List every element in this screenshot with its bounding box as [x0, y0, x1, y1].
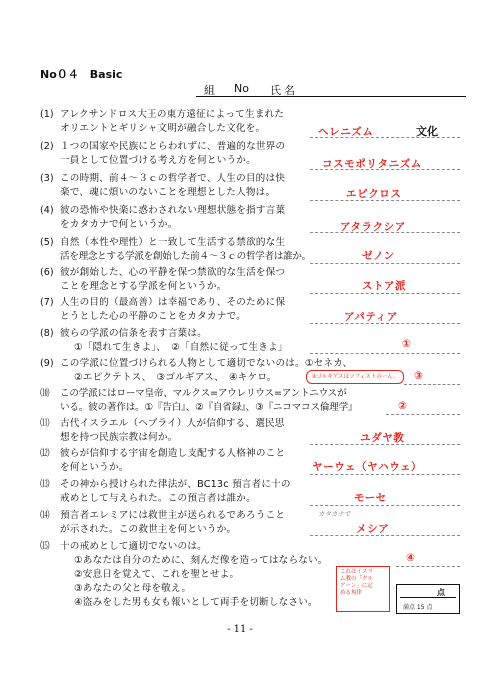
answer-line [310, 200, 460, 201]
answer: ③ [414, 370, 424, 382]
answer-line [386, 414, 460, 415]
annotation-line: アーン」に定 [340, 583, 373, 589]
answer: ゼノン [362, 250, 395, 262]
annotation-line: これはイスラ [340, 569, 373, 575]
answer: アタラクシア [340, 221, 406, 233]
question-text-line: その神から授けられた律法が、BC13c 預言者に十の [60, 479, 291, 490]
question-text-line: ことを理念とする学派を何というか。 [60, 281, 227, 292]
annotation-line: ム教の「クル [340, 576, 373, 582]
question-number: (4) [40, 205, 54, 216]
answer: ユダヤ教 [360, 432, 405, 444]
question-text-line: ②安息日を覚えて、これを聖とせよ。 [74, 569, 240, 580]
question-text-line: 十の戒めとして適切でないのは。 [60, 541, 207, 552]
answer-line [310, 169, 460, 170]
question-number: ⒁ [40, 510, 50, 521]
worksheet-code: No０４ Basic [40, 68, 123, 81]
answer: ストア派 [362, 280, 407, 292]
question-text-line: ②エピクテトス、 ③ゴルギアス、 ④キケロ。 [74, 372, 277, 383]
question-text-line: ①「隠れて生きよ」、 ②「自然に従って生きよ」 [74, 342, 288, 353]
answer-line [310, 137, 460, 138]
answer: ヤーウェ（ヤハウェ） [312, 461, 423, 473]
question-text-line: が示された。この救世主を何というか。 [60, 524, 237, 535]
answer: ② [398, 400, 408, 412]
answer-line [396, 566, 460, 567]
answer: モーセ [354, 492, 387, 504]
question-number: ⒂ [40, 541, 50, 552]
question-number: (6) [40, 267, 54, 278]
handwritten-note: カタカナで [318, 510, 351, 518]
question-text-line: とうとした心の平静のことをカタカナで。 [60, 311, 246, 322]
question-number: ⑿ [40, 448, 50, 459]
question-number: (7) [40, 297, 54, 308]
question-text-line: をカタカナで何というか。 [60, 219, 178, 230]
question-text-line: ④盗みをした男も女も報いとして両手を切断しなさい。 [74, 597, 318, 608]
question-text-line: 彼の恐怖や快楽に惑わされない理想状態を指す言葉 [60, 205, 286, 216]
question-text-line: 彼らが信仰する宇宙を創造し支配する人格神のこと [60, 448, 286, 459]
answer-line [310, 353, 460, 354]
answer: エピクロス [346, 188, 402, 200]
answer-line [310, 444, 460, 445]
answer-line [310, 232, 460, 233]
question-text-line: 活を理念とする学派を創始した前４～３ｃの哲学者は誰か。 [60, 251, 311, 262]
answer: メシア [356, 523, 390, 535]
annotation-note: ③ゴルギアスはソフィストのーん。 [306, 370, 404, 384]
answer-line [404, 384, 460, 385]
answer-line [310, 263, 460, 264]
question-number: (3) [40, 173, 54, 184]
question-number: (9) [40, 358, 54, 369]
page-number: - 11 - [227, 624, 253, 635]
question-text-line: この学派にはローマ皇帝、マルクス=アウレリウス=アントニウスが [60, 388, 347, 399]
question-number: (5) [40, 237, 54, 248]
question-text-line: いる。彼の著作は。①『告白』、②『自省録』、③『ニコマコス倫理学』 [60, 402, 358, 413]
question-text-line: 彼が創始した、心の平静を保つ禁欲的な生活を保つ [60, 267, 286, 278]
question-number: ⑾ [40, 418, 50, 429]
answer: ① [402, 338, 412, 350]
question-number: (2) [40, 141, 54, 152]
score-max: 満点 15 点 [403, 604, 433, 611]
question-number: ⒀ [40, 479, 50, 490]
form-name: 氏名 [270, 84, 298, 97]
question-text-line: 戒めとして与えられた。この預言者は誰か。 [60, 493, 256, 504]
question-text-line: を何というか。 [60, 462, 129, 473]
name-underline [196, 96, 466, 97]
question-text-line: オリエントとギリシャ文明が融合した文化を。 [60, 123, 266, 134]
question-text-line: ①あなたは自分のために、刻んだ像を造ってはならない。 [74, 555, 328, 566]
answer: ヘレニズム [318, 126, 374, 138]
answer-line [310, 535, 460, 536]
answer-line [310, 505, 460, 506]
answer: ④ [406, 552, 416, 564]
question-text-line: 想を持つ民族宗教は何か。 [60, 432, 178, 443]
annotation-box [336, 566, 390, 612]
answer-line [310, 323, 460, 324]
answer-line [310, 474, 460, 475]
score-underline [400, 597, 456, 598]
question-text-line: 人生の目的（最高善）は幸福であり、そのために保 [60, 297, 286, 308]
question-number: (1) [40, 109, 54, 120]
question-text-line: １つの国家や民族にとらわれずに、普遍的な世界の [60, 141, 286, 152]
question-text-line: ③あなたの父と母を敬え。 [74, 583, 192, 594]
question-text-line: この時期、前４～３ｃの哲学者で、人生の目的は快 [60, 173, 286, 184]
question-text-line: 彼らの学派の信条を表す言葉は。 [60, 328, 207, 339]
annotation-line: める規律 [340, 590, 363, 596]
question-number: (8) [40, 328, 54, 339]
question-text-line: 古代イスラエル（ヘブライ）人が信仰する、選民思 [60, 418, 285, 429]
question-text-line: アレクサンドロス大王の東方遠征によって生まれた [60, 109, 285, 120]
score-label: 点 [437, 588, 445, 597]
question-text-line: この学派に位置づけられる人物として適切でないのは。①セネカ、 [60, 358, 353, 369]
question-text-line: 自然（本性や理性）と一致して生活する禁欲的な生 [60, 237, 286, 248]
question-number: ⑽ [40, 388, 50, 399]
answer-line [310, 293, 460, 294]
score-box [396, 584, 460, 614]
question-text-line: 預言者エレミアには救世主が送られるであろうこと [60, 510, 286, 521]
question-text-line: 楽で、魂に煩いのないことを理想とした人物は。 [60, 187, 276, 198]
answer: アパティア [344, 311, 398, 323]
question-text-line: 一員として位置づける考え方を何というか。 [60, 155, 256, 166]
answer-suffix: 文化 [416, 125, 438, 138]
form-kumi: 組 [204, 84, 217, 97]
form-no: No [234, 82, 249, 95]
answer: コスモポリタニズム [322, 158, 422, 170]
